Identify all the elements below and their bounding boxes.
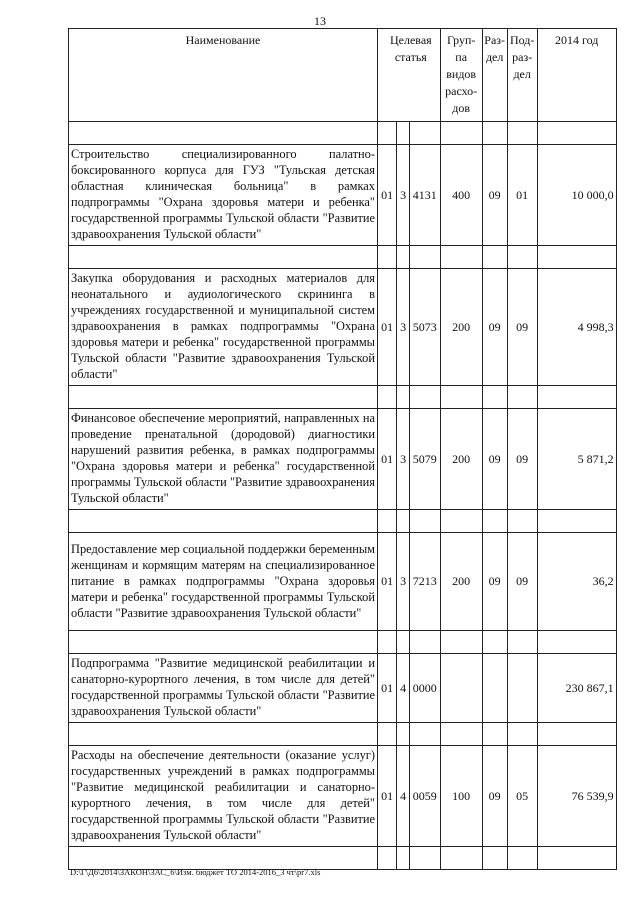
spacer-cell xyxy=(378,510,397,533)
page-number: 13 xyxy=(314,14,326,28)
spacer-cell xyxy=(378,122,397,145)
header-target: Целевая статья xyxy=(378,29,441,122)
table-row xyxy=(69,269,617,386)
spacer-cell xyxy=(397,246,410,269)
target-part-2: 3 xyxy=(397,145,410,246)
spacer-row xyxy=(69,723,617,746)
expense-group xyxy=(440,654,482,723)
spacer-cell xyxy=(440,246,482,269)
spacer-row xyxy=(69,386,617,409)
amount-2014: 230 867,1 xyxy=(537,654,616,723)
spacer-cell xyxy=(482,510,507,533)
target-part-3: 4131 xyxy=(409,145,440,246)
spacer-cell xyxy=(378,631,397,654)
header-year: 2014 год xyxy=(537,29,616,122)
target-part-3: 0000 xyxy=(409,654,440,723)
spacer-cell xyxy=(69,723,378,746)
spacer-cell xyxy=(69,510,378,533)
spacer-cell xyxy=(409,510,440,533)
section: 09 xyxy=(482,409,507,510)
spacer-cell xyxy=(69,631,378,654)
target-part-3: 7213 xyxy=(409,533,440,631)
spacer-cell xyxy=(397,631,410,654)
spacer-cell xyxy=(507,847,537,870)
spacer-cell xyxy=(537,386,616,409)
row-name: Финансовое обеспечение мероприятий, направленных на проведение пренатальной (дородовой) диагностики нарушений развития ребенка, в рамках подпрограммы "Охрана здоровья матери и ребенка" государственной программы Тульской области "Развитие здравоохранения Тульской области" xyxy=(69,409,378,510)
spacer-cell xyxy=(507,386,537,409)
spacer-cell xyxy=(482,631,507,654)
header-group: Груп- па видов расхо- дов xyxy=(440,29,482,122)
header-name: Наименование xyxy=(69,29,378,122)
spacer-cell xyxy=(482,847,507,870)
spacer-cell xyxy=(440,631,482,654)
header-section: Раз- дел xyxy=(482,29,507,122)
spacer-cell xyxy=(537,510,616,533)
spacer-cell xyxy=(69,246,378,269)
spacer-cell xyxy=(507,510,537,533)
spacer-cell xyxy=(537,122,616,145)
section: 09 xyxy=(482,746,507,847)
spacer-cell xyxy=(409,847,440,870)
header-row xyxy=(69,29,617,122)
spacer-cell xyxy=(69,386,378,409)
spacer-cell xyxy=(397,386,410,409)
target-part-2: 4 xyxy=(397,654,410,723)
spacer-cell xyxy=(440,847,482,870)
target-part-3: 0059 xyxy=(409,746,440,847)
target-part-1: 01 xyxy=(378,269,397,386)
spacer-cell xyxy=(440,386,482,409)
section: 09 xyxy=(482,533,507,631)
expense-group: 400 xyxy=(440,145,482,246)
spacer-cell xyxy=(409,386,440,409)
target-part-2: 3 xyxy=(397,409,410,510)
spacer-cell xyxy=(397,723,410,746)
file-path-footer: D:\Г\Д6\2014\ЗАКОН\ЗАС_6\Изм. бюджет ТО 2014-2016_3 чт\pr7.xls xyxy=(70,867,321,877)
subsection: 01 xyxy=(507,145,537,246)
subsection xyxy=(507,654,537,723)
target-part-1: 01 xyxy=(378,533,397,631)
target-part-2: 4 xyxy=(397,746,410,847)
spacer-cell xyxy=(397,122,410,145)
spacer-row xyxy=(69,510,617,533)
target-part-2: 3 xyxy=(397,269,410,386)
subsection: 09 xyxy=(507,269,537,386)
spacer-cell xyxy=(409,122,440,145)
spacer-cell xyxy=(378,847,397,870)
spacer-cell xyxy=(507,246,537,269)
expense-group: 100 xyxy=(440,746,482,847)
table-row xyxy=(69,409,617,510)
header-subsection: Под- раз- дел xyxy=(507,29,537,122)
spacer-cell xyxy=(537,723,616,746)
target-part-1: 01 xyxy=(378,409,397,510)
spacer-cell xyxy=(537,631,616,654)
subsection: 09 xyxy=(507,533,537,631)
spacer-cell xyxy=(482,246,507,269)
subsection: 09 xyxy=(507,409,537,510)
row-name: Строительство специализированного палатно-боксированного корпуса для ГУЗ "Тульская детская областная клиническая больница" в рамках подпрограммы "Охрана здоровья матери и ребенка" государственной программы Тульской области "Развитие здравоохранения Тульской области" xyxy=(69,145,378,246)
spacer-cell xyxy=(440,122,482,145)
row-name: Закупка оборудования и расходных материалов для неонатального и аудиологического скрининга в учреждениях государственной и муниципальной систем здравоохранения в рамках подпрограммы "Охрана здоровья матери и ребенка" государственной программы Тульской области "Развитие здравоохранения Тульской области" xyxy=(69,269,378,386)
table-row xyxy=(69,533,617,631)
budget-table xyxy=(68,28,617,870)
spacer-cell xyxy=(537,246,616,269)
spacer-cell xyxy=(482,122,507,145)
spacer-cell xyxy=(537,847,616,870)
section: 09 xyxy=(482,269,507,386)
target-part-3: 5073 xyxy=(409,269,440,386)
spacer-cell xyxy=(69,122,378,145)
table-row xyxy=(69,145,617,246)
spacer-cell xyxy=(409,631,440,654)
spacer-cell xyxy=(482,723,507,746)
table-row xyxy=(69,654,617,723)
spacer-cell xyxy=(440,723,482,746)
spacer-cell xyxy=(507,122,537,145)
expense-group: 200 xyxy=(440,409,482,510)
amount-2014: 76 539,9 xyxy=(537,746,616,847)
subsection: 05 xyxy=(507,746,537,847)
spacer-row xyxy=(69,246,617,269)
spacer-cell xyxy=(409,246,440,269)
spacer-cell xyxy=(440,510,482,533)
amount-2014: 10 000,0 xyxy=(537,145,616,246)
amount-2014: 36,2 xyxy=(537,533,616,631)
spacer-cell xyxy=(397,510,410,533)
row-name: Предоставление мер социальной поддержки беременным женщинам и кормящим матерям на специализированное питание в рамках подпрограммы "Охрана здоровья матери и ребенка" государственной программы Тульской области "Развитие здравоохранения Тульской области" xyxy=(69,533,378,631)
target-part-2: 3 xyxy=(397,533,410,631)
spacer-cell xyxy=(507,723,537,746)
spacer-cell xyxy=(378,723,397,746)
section: 09 xyxy=(482,145,507,246)
spacer-cell xyxy=(397,847,410,870)
row-name: Расходы на обеспечение деятельности (оказание услуг) государственных учреждений в рамках подпрограммы "Развитие медицинской реабилитации и санаторно-курортного лечения, в том числе для детей" государственной программы Тульской области "Развитие здравоохранения Тульской области" xyxy=(69,746,378,847)
spacer-cell xyxy=(378,246,397,269)
section xyxy=(482,654,507,723)
spacer-cell xyxy=(507,631,537,654)
spacer-cell xyxy=(409,723,440,746)
target-part-1: 01 xyxy=(378,746,397,847)
spacer-cell xyxy=(482,386,507,409)
spacer-row xyxy=(69,122,617,145)
target-part-1: 01 xyxy=(378,654,397,723)
amount-2014: 4 998,3 xyxy=(537,269,616,386)
target-part-1: 01 xyxy=(378,145,397,246)
target-part-3: 5079 xyxy=(409,409,440,510)
spacer-cell xyxy=(378,386,397,409)
expense-group: 200 xyxy=(440,533,482,631)
table-row xyxy=(69,746,617,847)
row-name: Подпрограмма "Развитие медицинской реабилитации и санаторно-курортного лечения, в том числе для детей" государственной программы Тульской области "Развитие здравоохранения Тульской области" xyxy=(69,654,378,723)
expense-group: 200 xyxy=(440,269,482,386)
amount-2014: 5 871,2 xyxy=(537,409,616,510)
spacer-row xyxy=(69,631,617,654)
